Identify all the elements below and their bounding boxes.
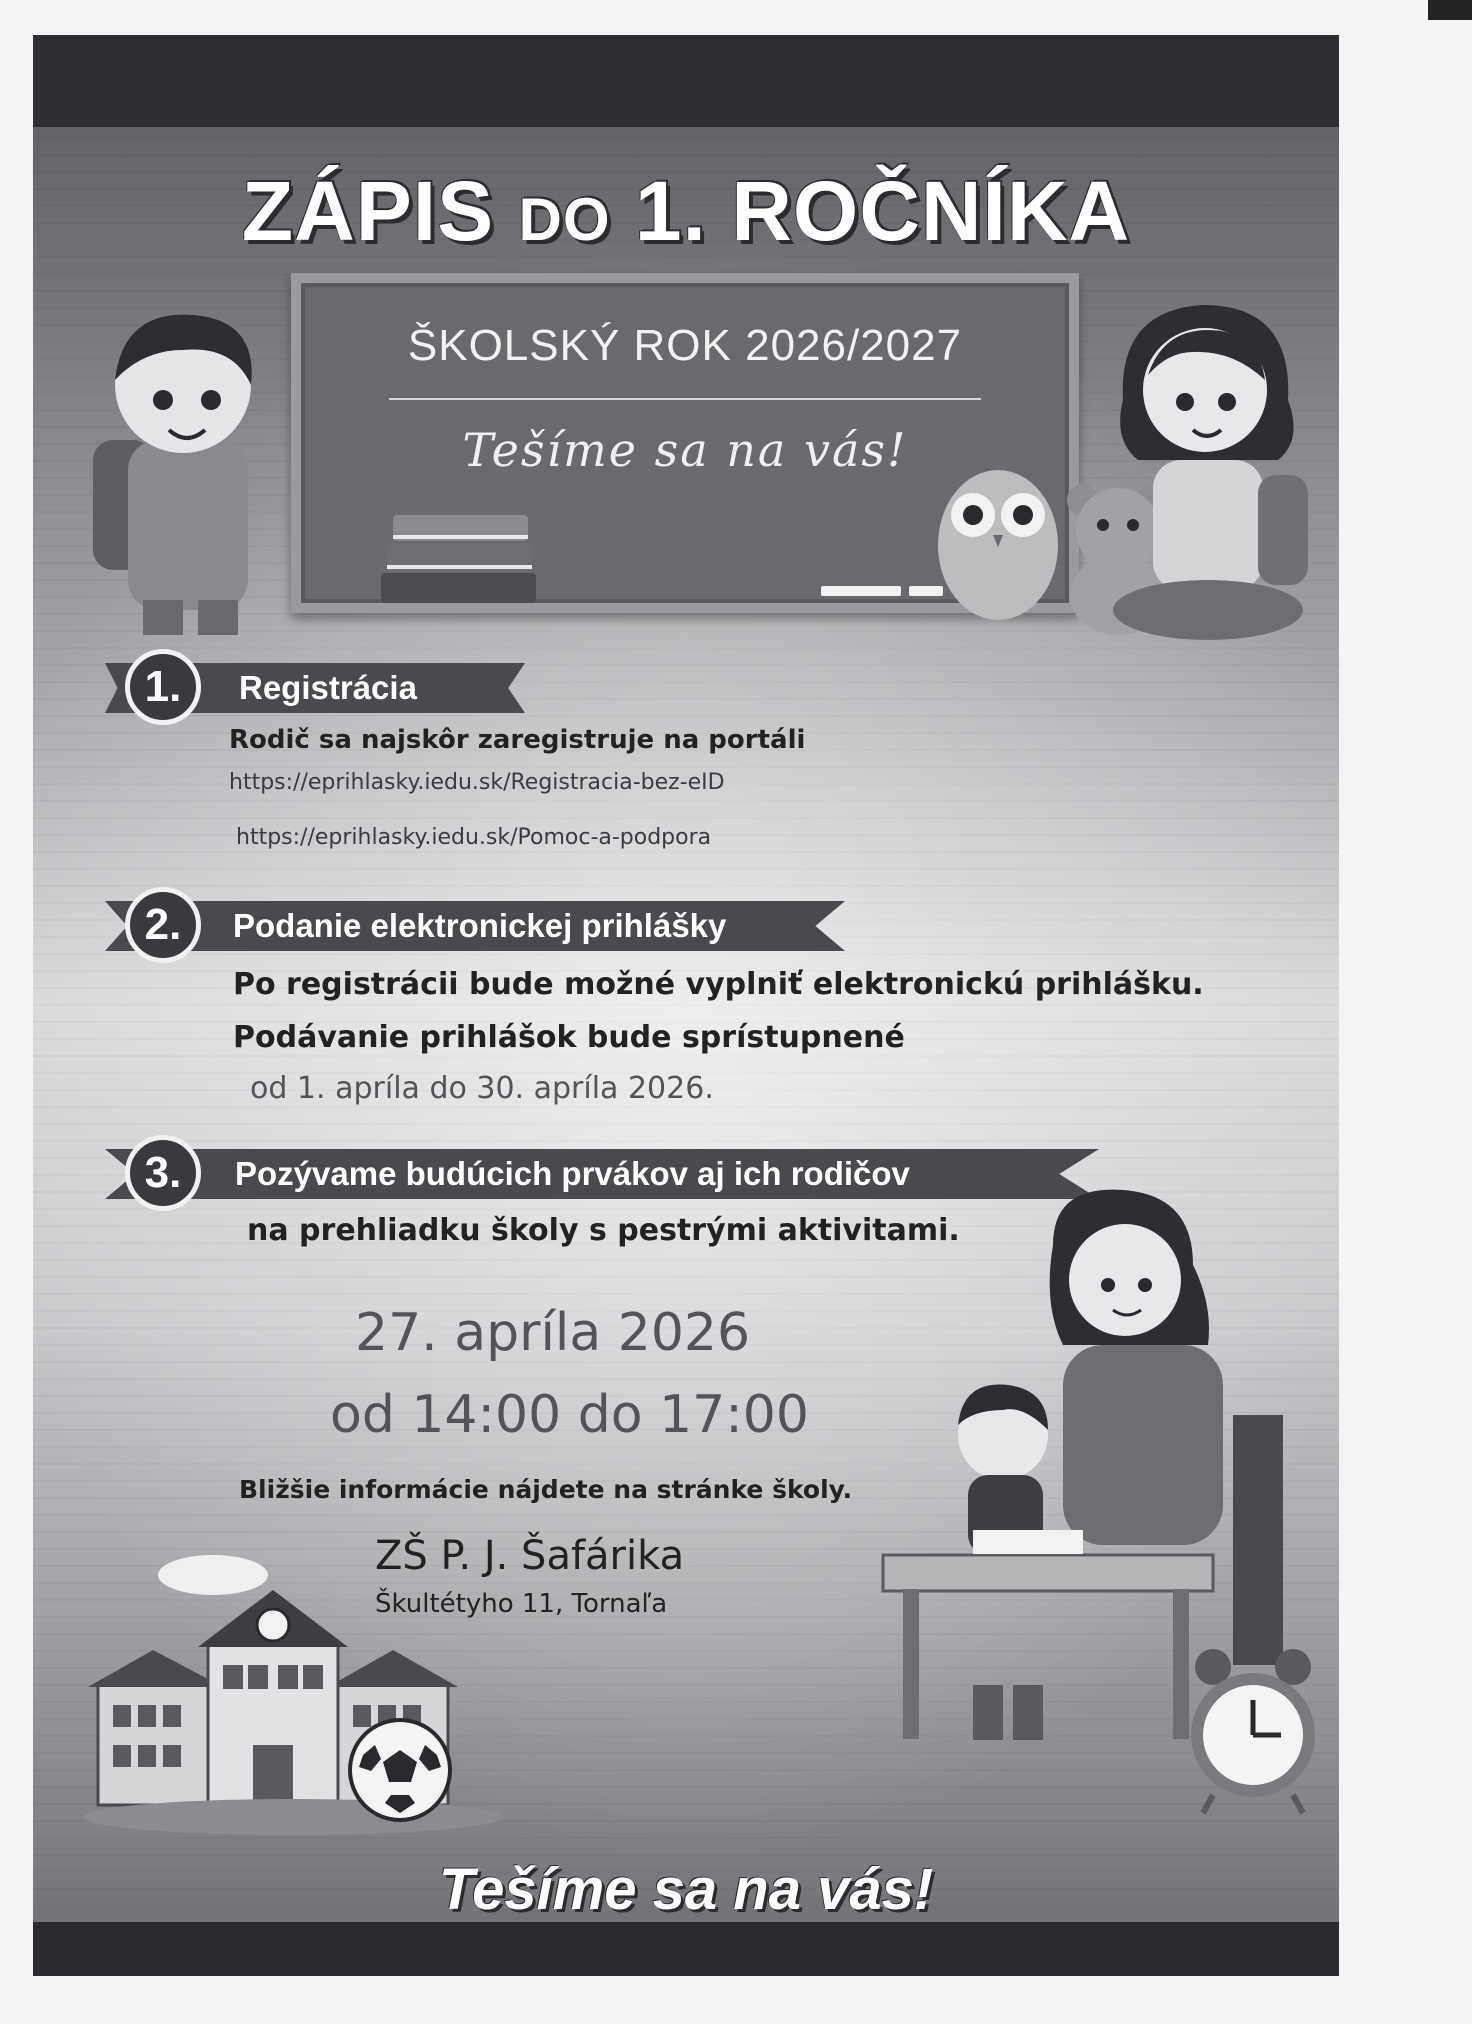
school-year-text: ŠKOLSKÝ ROK 2026/2027	[407, 321, 963, 370]
owl-toy-illustration	[928, 435, 1068, 625]
alarm-clock-illustration	[1183, 1645, 1323, 1815]
school-name: ZŠ P. J. Šafárika	[375, 1533, 685, 1579]
step-2-title: Podanie elektronickej prihlášky	[233, 907, 727, 944]
step-1-banner	[105, 657, 525, 717]
poster-title	[33, 163, 1339, 260]
step-2-number: 2.	[125, 887, 201, 963]
girl-illustration	[1093, 290, 1323, 650]
step-1-title: Registrácia	[239, 669, 417, 706]
event-time: od 14:00 do 17:00	[330, 1385, 809, 1445]
scan-corner-mark	[1428, 0, 1472, 20]
enrollment-poster	[33, 35, 1339, 1976]
title-part2: DO	[518, 186, 611, 253]
step-2-line-3: od 1. apríla do 30. apríla 2026.	[250, 1071, 714, 1106]
boy-illustration	[73, 290, 303, 640]
registration-link[interactable]: https://eprihlasky.iedu.sk/Registracia-bez-eID	[229, 770, 725, 795]
step-3-title: Pozývame budúcich prvákov aj ich rodičov	[235, 1155, 910, 1192]
bottom-greeting: Tešíme sa na vás!	[438, 1857, 934, 1922]
step-2-line-1: Po registrácii bude možné vyplniť elektronickú prihlášku.	[233, 967, 1204, 1002]
soccer-ball-illustration	[345, 1715, 455, 1825]
step-1-number: 1.	[125, 649, 201, 725]
step-3-number: 3.	[125, 1135, 201, 1211]
chalkboard-greeting: Tešíme sa na vás!	[462, 423, 908, 477]
chalk-divider	[389, 398, 981, 400]
step-2-line-2: Podávanie prihlášok bude sprístupnené	[233, 1020, 905, 1055]
title-part1: ZÁPIS	[241, 164, 519, 258]
step-3-line-1: na prehliadku školy s pestrými aktivitami.	[247, 1213, 960, 1248]
books-illustration	[373, 503, 543, 613]
title-part3: 1. ROČNÍKA	[610, 164, 1131, 258]
step-2-banner	[105, 895, 845, 955]
school-address: Škultétyho 11, Tornaľa	[375, 1589, 668, 1619]
step-1-line-1: Rodič sa najskôr zaregistruje na portáli	[229, 725, 806, 755]
event-date: 27. apríla 2026	[355, 1303, 751, 1363]
more-info-text: Bližšie informácie nájdete na stránke školy.	[239, 1475, 853, 1504]
bottom-dark-bar	[33, 1922, 1339, 1976]
help-support-link[interactable]: https://eprihlasky.iedu.sk/Pomoc-a-podpora	[236, 825, 712, 850]
top-dark-bar	[33, 35, 1339, 127]
